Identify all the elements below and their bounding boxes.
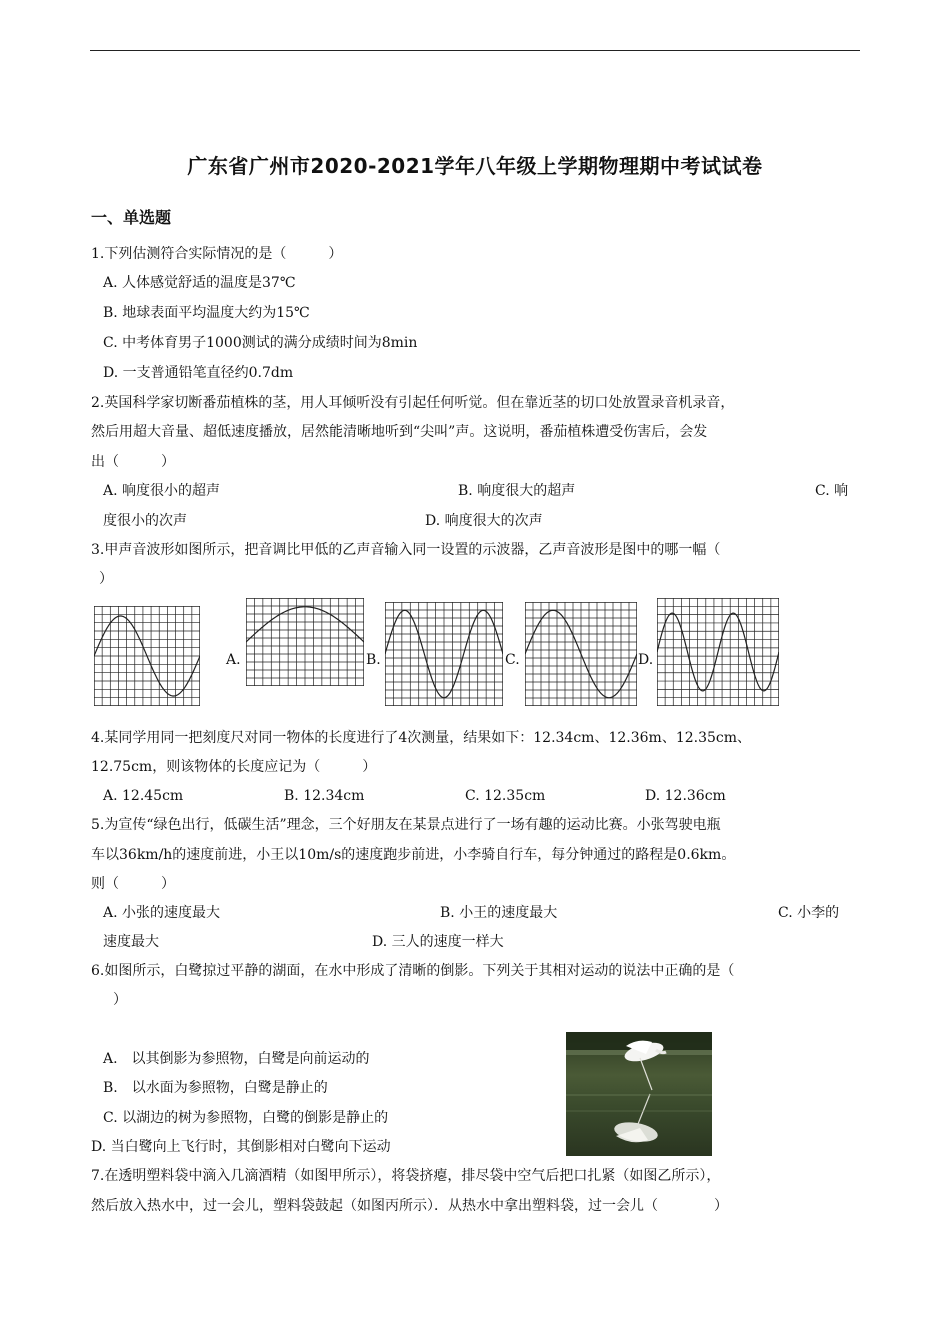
q7-stem-line1: 7.在透明塑料袋中滴入几滴酒精（如图甲所示），将袋挤瘪，排尽袋中空气后把口扎紧（如图乙所示）， — [91, 1168, 721, 1184]
q4-stem-line2: 12.75cm，则该物体的长度应记为（ ） — [91, 759, 377, 775]
q6-stem-line1: 6.如图所示，白鹭掠过平静的湖面，在水中形成了清晰的倒影。下列关于其相对运动的说法中正确的是（ — [91, 963, 735, 979]
q5-option-a: A. 小张的速度最大 — [103, 905, 221, 921]
q6-option-d: D. 当白鹭向上飞行时，其倒影相对白鹭向下运动 — [91, 1139, 391, 1155]
option-a-label: A. — [226, 652, 241, 668]
q2-option-a: A. 响度很小的超声 — [103, 483, 221, 499]
waveform-option-c — [525, 602, 637, 706]
q2-stem-line3: 出（ ） — [91, 454, 175, 470]
q5-option-b: B. 小王的速度最大 — [440, 905, 558, 921]
q6-option-b: B. 以水面为参照物，白鹭是静止的 — [103, 1080, 328, 1096]
section-heading: 一、单选题 — [91, 208, 172, 227]
page-title: 广东省广州市2020-2021学年八年级上学期物理期中考试试卷 — [187, 154, 763, 178]
q1-stem: 1.下列估测符合实际情况的是（ ） — [91, 246, 343, 262]
q4-option-c: C. 12.35cm — [465, 788, 546, 804]
q4-option-b: B. 12.34cm — [284, 788, 365, 804]
waveform-option-a — [246, 598, 364, 686]
q5-option-d: D. 三人的速度一样大 — [372, 934, 504, 950]
q5-stem-line3: 则（ ） — [91, 876, 175, 892]
q5-stem-line1: 5.为宣传“绿色出行，低碳生活”理念，三个好朋友在某景点进行了一场有趣的运动比赛。小张驾驶电瓶 — [91, 817, 721, 833]
q6-option-c: C. 以湖边的树为参照物，白鹭的倒影是静止的 — [103, 1110, 389, 1126]
grid-lines — [385, 602, 503, 706]
q2-stem-line2: 然后用超大音量、超低速度播放，居然能清晰地听到“尖叫”声。这说明，番茄植株遭受伤害后，会发 — [91, 424, 708, 440]
egret-reflection-photo — [566, 1032, 712, 1156]
q7-stem-line2: 然后放入热水中，过一会儿，塑料袋鼓起（如图丙所示）．从热水中拿出塑料袋，过一会儿（ ） — [91, 1198, 728, 1214]
q2-option-c-part2: 度很小的次声 — [103, 513, 187, 529]
q2-option-c-part1: C. 响 — [815, 483, 849, 499]
q5-stem-line2: 车以36km/h的速度前进，小王以10m/s的速度跑步前进，小李骑自行车，每分钟通过的路程是0.6km。 — [91, 847, 736, 863]
q6-option-a: A. 以其倒影为参照物，白鹭是向前运动的 — [103, 1051, 370, 1067]
q3-stem-line1: 3.甲声音波形如图所示，把音调比甲低的乙声音输入同一设置的示波器，乙声音波形是图中的哪一幅（ — [91, 542, 721, 558]
waveform-jia — [94, 606, 200, 706]
header-rule — [90, 50, 860, 51]
q1-option-c: C. 中考体育男子1000测试的满分成绩时间为8min — [103, 335, 418, 351]
waveform-curve — [657, 613, 779, 691]
q2-option-b: B. 响度很大的超声 — [458, 483, 576, 499]
q5-option-c-part2: 速度最大 — [103, 934, 159, 950]
q1-option-b: B. 地球表面平均温度大约为15℃ — [103, 305, 310, 321]
grid-lines — [246, 598, 364, 686]
q2-option-d: D. 响度很大的次声 — [425, 513, 543, 529]
q3-stem-line2: ） — [99, 571, 113, 587]
q4-stem-line1: 4.某同学用同一把刻度尺对同一物体的长度进行了4次测量，结果如下：12.34cm、12.36m、12.35cm、 — [91, 730, 752, 746]
option-d-label: D. — [638, 652, 654, 668]
waveform-option-d — [657, 598, 779, 706]
q4-option-d: D. 12.36cm — [645, 788, 726, 804]
q1-option-a: A. 人体感觉舒适的温度是37℃ — [103, 275, 296, 291]
q1-option-d: D. 一支普通铅笔直径约0.7dm — [103, 365, 294, 381]
q2-stem-line1: 2.英国科学家切断番茄植株的茎，用人耳倾听没有引起任何听觉。但在靠近茎的切口处放置录音机录音， — [91, 395, 735, 411]
option-c-label: C. — [505, 652, 520, 668]
option-b-label: B. — [366, 652, 381, 668]
q4-option-a: A. 12.45cm — [103, 788, 184, 804]
waveform-option-b — [385, 602, 503, 706]
q6-stem-line2: ） — [113, 992, 127, 1008]
q5-option-c-part1: C. 小李的 — [778, 905, 840, 921]
